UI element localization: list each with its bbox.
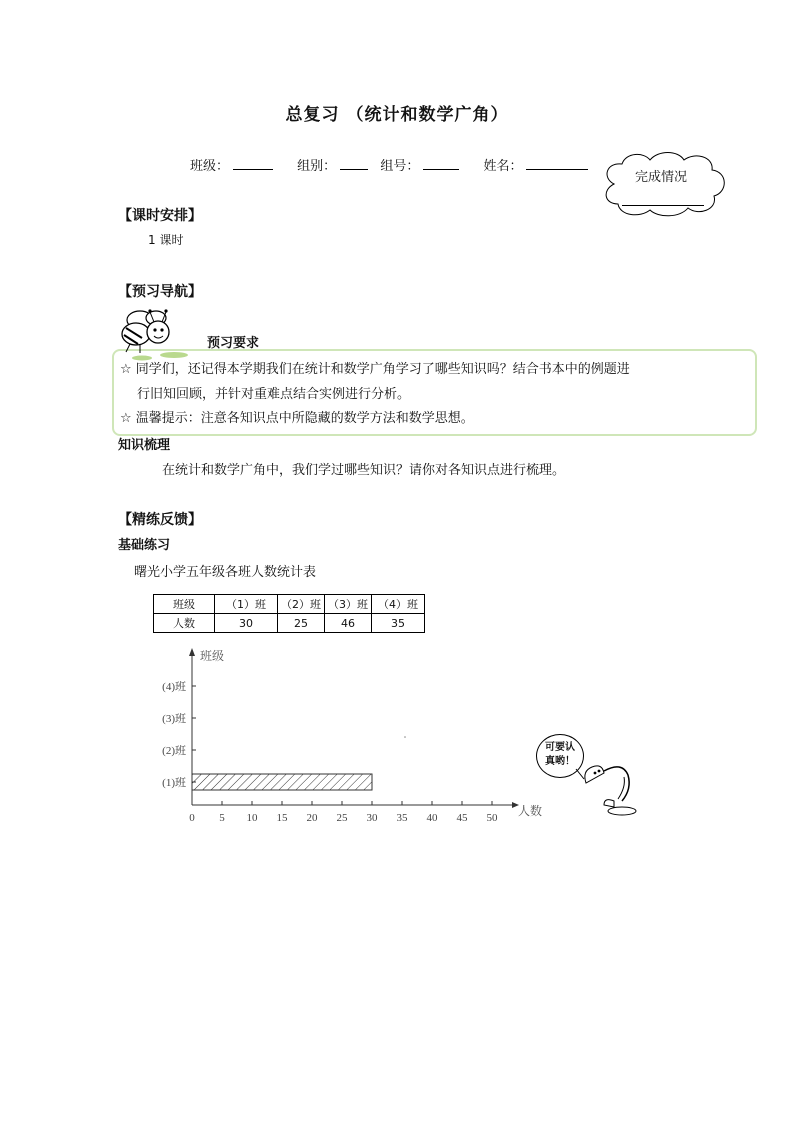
student-info (190, 155, 608, 174)
preview-line-3: ☆ 温馨提示：注意各知识点中所隐藏的数学方法和数学思想。 (120, 411, 474, 426)
preview-heading: 【预习导航】 (118, 284, 202, 300)
table-cell: 35 (372, 614, 425, 633)
bubble-line-1: 可要认 (545, 742, 575, 753)
x-tick-label: 30 (366, 812, 378, 824)
table-header-cell: （1）班 (215, 595, 278, 614)
x-tick-label: 50 (486, 812, 498, 824)
y-axis-title: 班级 (200, 649, 225, 663)
x-tick-label: 10 (246, 812, 258, 824)
table-row (154, 614, 425, 633)
class-blank[interactable] (233, 157, 273, 170)
x-tick-label: 0 (189, 812, 195, 824)
name-blank[interactable] (526, 157, 588, 170)
plot-speck (404, 736, 406, 738)
x-tick-label: 35 (396, 812, 408, 824)
table-title: 曙光小学五年级各班人数统计表 (134, 565, 317, 580)
schedule-text: 1 课时 (148, 233, 184, 247)
x-tick-label: 25 (336, 812, 348, 824)
y-tick-label: (2)班 (162, 745, 186, 757)
group-blank[interactable] (340, 157, 368, 170)
y-tick-label: (4)班 (162, 681, 186, 693)
completion-label: 完成情况 (635, 170, 688, 185)
table-cell: 25 (278, 614, 325, 633)
number-blank[interactable] (423, 157, 459, 170)
knowledge-title: 知识梳理 (118, 438, 171, 453)
bee-icon (112, 300, 192, 362)
bar-chart (140, 640, 550, 830)
knowledge-text: 在统计和数学广角中，我们学过哪些知识？请你对各知识点进行梳理。 (162, 463, 566, 478)
completion-blank[interactable] (622, 205, 704, 206)
group-label: 组别： (297, 159, 337, 174)
y-tick-label: (1)班 (162, 777, 186, 789)
x-tick-label: 40 (426, 812, 438, 824)
preview-line-1: ☆ 同学们，还记得本学期我们在统计和数学广角学习了哪些知识吗？结合书本中的例题进 (120, 362, 630, 377)
bar (192, 774, 372, 790)
page-title: 总复习 （统计和数学广角） (285, 105, 509, 125)
table-cell: 30 (215, 614, 278, 633)
x-axis-title: 人数 (518, 804, 543, 818)
lamp-icon (570, 755, 640, 817)
completion-cloud (600, 150, 730, 220)
bubble-line-2: 真哟！ (545, 756, 575, 767)
table-header-cell: （4）班 (372, 595, 425, 614)
y-axis-arrow (189, 648, 195, 656)
table-cell: 46 (325, 614, 372, 633)
x-tick-label: 45 (456, 812, 468, 824)
x-tick-label: 15 (276, 812, 288, 824)
name-label: 姓名： (483, 159, 523, 174)
class-count-table (153, 594, 425, 633)
table-header-cell: 班级 (154, 595, 215, 614)
schedule-heading: 【课时安排】 (118, 208, 202, 224)
table-cell: 人数 (154, 614, 215, 633)
y-tick-label: (3)班 (162, 713, 186, 725)
number-label: 组号： (380, 159, 420, 174)
preview-line-2: 行旧知回顾，并针对重难点结合实例进行分析。 (137, 387, 411, 402)
table-header-cell: （3）班 (325, 595, 372, 614)
class-label: 班级： (190, 159, 230, 174)
practice-heading: 【精练反馈】 (118, 512, 202, 528)
table-header-cell: （2）班 (278, 595, 325, 614)
x-tick-label: 20 (306, 812, 318, 824)
table-header-row (154, 595, 425, 614)
basic-practice-title: 基础练习 (118, 538, 171, 553)
x-tick-label: 5 (219, 812, 225, 824)
preview-requirements-title: 预习要求 (207, 336, 260, 351)
